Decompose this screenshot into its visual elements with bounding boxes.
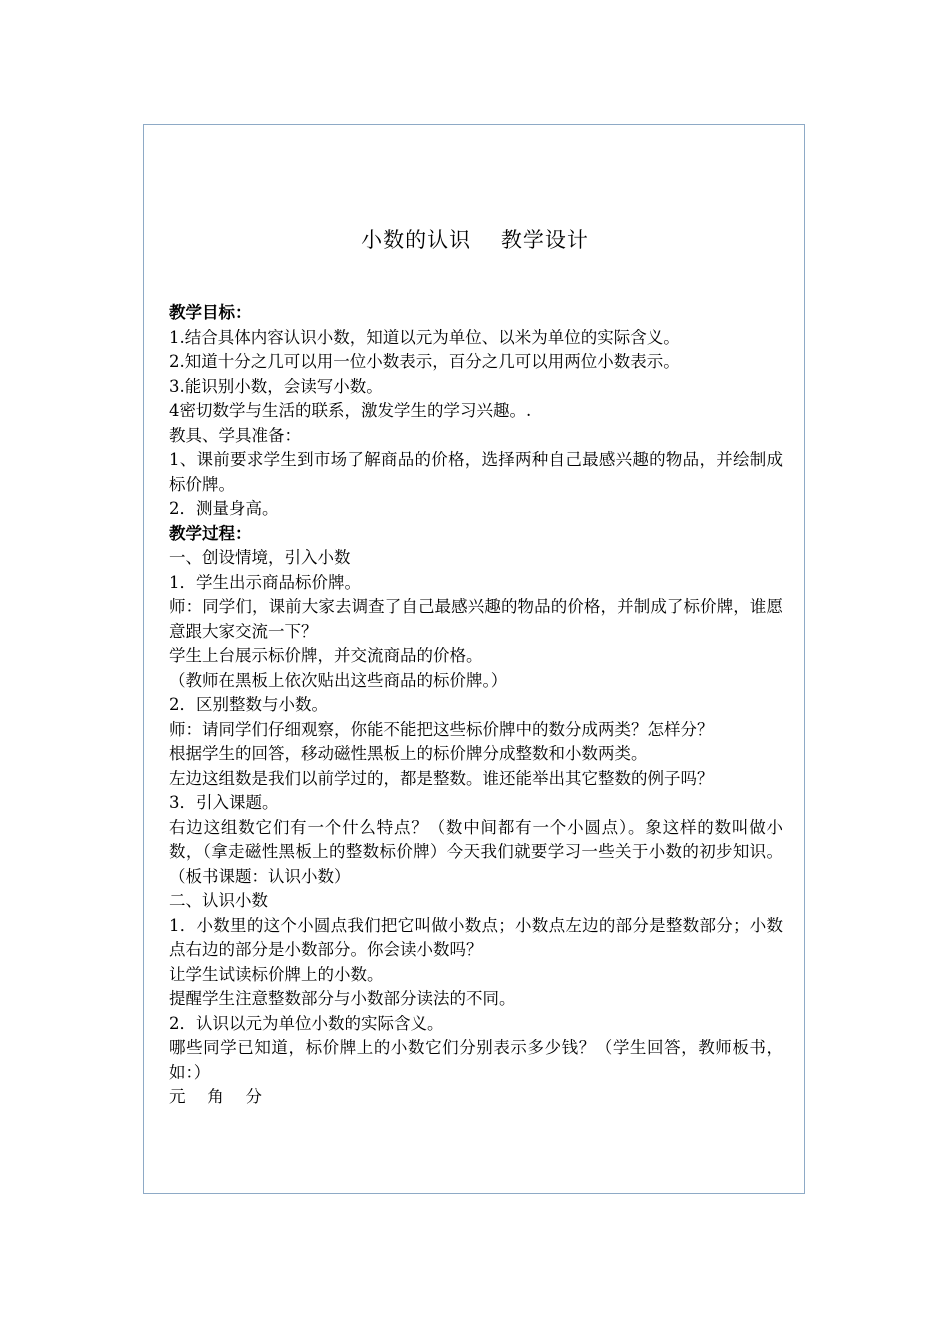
prep-item: 1、课前要求学生到市场了解商品的价格，选择两种自己最感兴趣的物品，并绘制成标价牌。: [169, 450, 783, 494]
process-heading: 教学过程：: [169, 523, 252, 543]
process-paragraph: 2．区别整数与小数。: [169, 695, 328, 714]
objective-item: 2.知道十分之几可以用一位小数表示，百分之几可以用两位小数表示。: [169, 352, 680, 371]
process-paragraph: 1．学生出示商品标价牌。: [169, 572, 361, 592]
process-paragraph: 学生上台展示标价牌，并交流商品的价格。: [169, 646, 483, 665]
prep-heading: 教具、学具准备：: [169, 425, 301, 445]
process-paragraph: 2．认识以元为单位小数的实际含义。: [169, 1013, 444, 1033]
objective-item: 3.能识别小数，会读写小数。: [169, 376, 383, 396]
process-paragraph: 提醒学生注意整数部分与小数部分读法的不同。: [169, 989, 516, 1008]
objective-item: 1.结合具体内容认识小数，知道以元为单位、以米为单位的实际含义。: [169, 327, 680, 347]
process-paragraph: 1．小数里的这个小圆点我们把它叫做小数点；小数点左边的部分是整数部分；小数点右边的部分是小数部分。你会读小数吗？: [169, 915, 783, 959]
process-paragraph: 左边这组数是我们以前学过的，都是整数。谁还能举出其它整数的例子吗？: [169, 768, 714, 788]
process-paragraph: 让学生试读标价牌上的小数。: [169, 964, 384, 984]
process-paragraph: 哪些同学已知道，标价牌上的小数它们分别表示多少钱？（学生回答，教师板书，如：）: [169, 1038, 783, 1082]
objective-item: 4密切数学与生活的联系，激发学生的学习兴趣。.: [169, 401, 532, 420]
process-paragraph: 师：同学们，课前大家去调查了自己最感兴趣的物品的价格，并制成了标价牌，谁愿意跟大家交流一下？: [169, 597, 783, 641]
process-paragraph: 根据学生的回答，移动磁性黑板上的标价牌分成整数和小数两类。: [169, 744, 648, 763]
process-paragraph: 右边这组数它们有一个什么特点？（数中间都有一个小圆点）。象这样的数叫做小数，（拿走磁性黑板上的整数标价牌）今天我们就要学习一些关于小数的初步知识。（板书课题：认识小数）: [169, 817, 783, 886]
section-heading: 二、认识小数: [169, 891, 268, 910]
document-title: 小数的认识 教学设计: [361, 228, 589, 252]
currency-units-line: 元 角 分: [169, 1087, 262, 1106]
process-paragraph: （教师在黑板上依次贴出这些商品的标价牌。）: [169, 670, 508, 690]
objectives-heading: 教学目标：: [169, 303, 252, 322]
process-paragraph: 师：请同学们仔细观察，你能不能把这些标价牌中的数分成两类？怎样分？: [169, 719, 714, 739]
process-paragraph: 3．引入课题。: [169, 793, 279, 812]
section-heading: 一、创设情境，引入小数: [169, 548, 351, 567]
document-body: [169, 301, 783, 1110]
prep-item: 2．测量身高。: [169, 499, 279, 518]
